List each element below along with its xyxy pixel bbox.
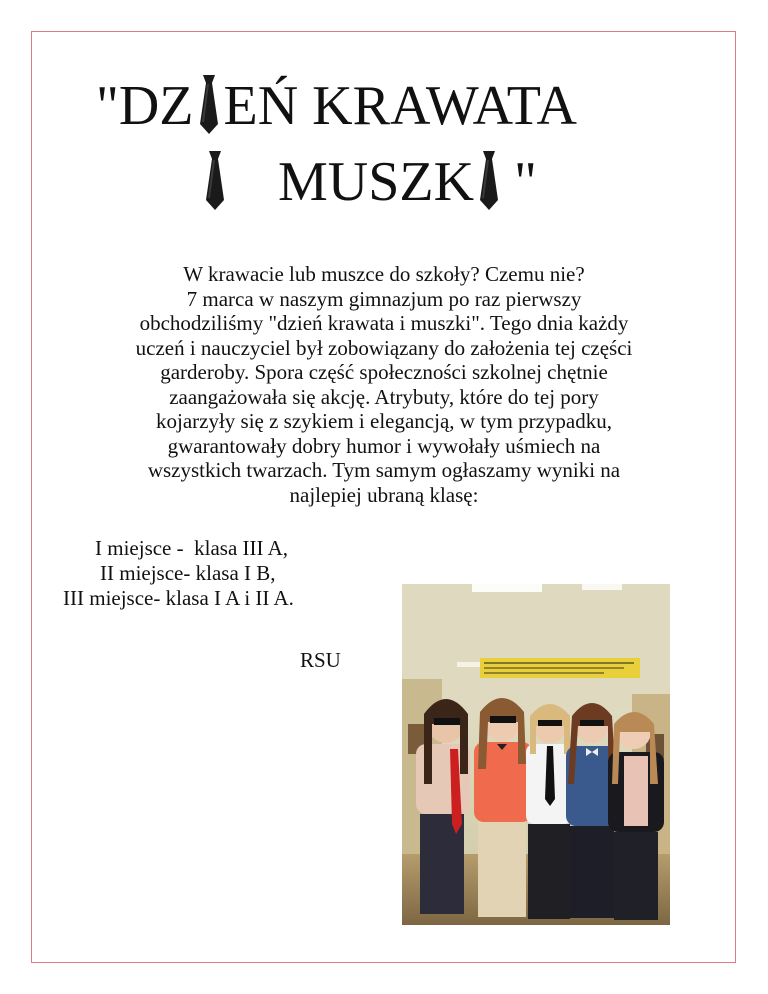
article-paragraph xyxy=(60,262,708,507)
paragraph-line: obchodziliśmy "dzień krawata i muszki". Tego dnia każdy xyxy=(139,311,629,335)
title-line-1-rest: EŃ KRAWATA xyxy=(223,75,577,137)
paragraph-line: wszystkich twarzach. Tym samym ogłaszamy wyniki na xyxy=(147,458,621,482)
signature: RSU xyxy=(300,648,341,672)
paragraph-line: zaangażowała się akcję. Atrybuty, które do tej pory xyxy=(169,384,599,409)
tie-icon xyxy=(200,148,230,212)
title-line-1 xyxy=(96,76,577,140)
tie-icon xyxy=(194,72,224,136)
paragraph-line: garderoby. Spora część społeczności szkolnej chętnie xyxy=(160,360,608,384)
tie-icon xyxy=(474,148,504,212)
class-photo xyxy=(402,584,670,925)
result-first-place: I miejsce - klasa III A, xyxy=(95,536,289,560)
results-list xyxy=(63,536,294,611)
result-third-place: III miejsce- klasa I A i II A. xyxy=(63,586,294,610)
title-line-2-word: MUSZK xyxy=(278,151,475,213)
paragraph-line: kojarzyły się z szykiem i elegancją, w tym przypadku, xyxy=(155,409,612,433)
result-second-place: II miejsce- klasa I B, xyxy=(100,561,276,585)
paragraph-line: W krawacie lub muszce do szkoły? Czemu nie? xyxy=(183,262,585,286)
title-line-2-close: " xyxy=(514,151,537,213)
paragraph-line: 7 marca w naszym gimnazjum po raz pierwszy xyxy=(186,286,582,311)
title-line-2 xyxy=(200,152,537,216)
paragraph-line: uczeń i nauczyciel był zobowiązany do założenia tej części xyxy=(135,335,633,360)
paragraph-line: gwarantowały dobry humor i wywołały uśmiech na xyxy=(167,433,601,458)
paragraph-line: najlepiej ubraną klasę: xyxy=(289,482,479,507)
title-line-1-open: "DZ xyxy=(96,75,194,137)
